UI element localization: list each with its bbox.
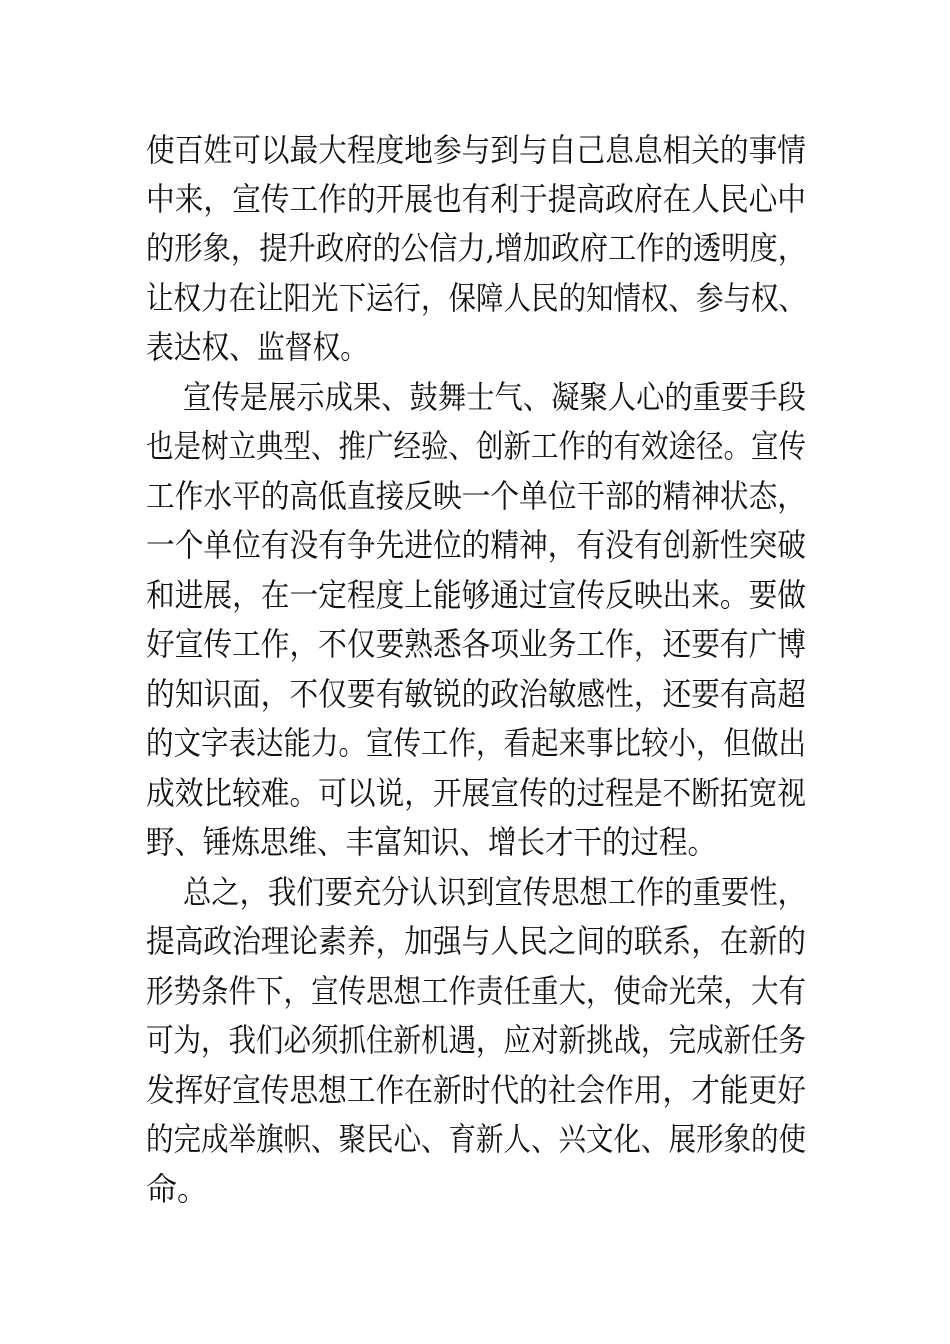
text-line: 也是树立典型、推广经验、创新工作的有效途径。宣传: [146, 427, 807, 465]
text-line: 让权力在让阳光下运行，保障人民的知情权、参与权、: [146, 279, 807, 317]
text-line: 表达权、监督权。: [146, 328, 369, 366]
text-line: 总之，我们要充分认识到宣传思想工作的重要性，: [183, 873, 807, 911]
text-line: 成效比较难。可以说，开展宣传的过程是不断拓宽视: [146, 774, 807, 812]
text-line: 的完成举旗帜、聚民心、育新人、兴文化、展形象的使: [146, 1120, 807, 1158]
text-line: 形势条件下，宣传思想工作责任重大，使命光荣，大有: [146, 972, 807, 1010]
text-line: 和进展，在一定程度上能够通过宣传反映出来。要做: [146, 576, 807, 614]
text-line: 使百姓可以最大程度地参与到与自己息息相关的事情: [146, 131, 807, 169]
text-line: 工作水平的高低直接反映一个单位干部的精神状态，: [146, 477, 807, 515]
text-line: 可为，我们必须抓住新机遇，应对新挑战，完成新任务: [146, 1021, 807, 1059]
text-line: 的知识面，不仅要有敏锐的政治敏感性，还要有高超: [146, 675, 807, 713]
text-line: 命。: [146, 1170, 209, 1208]
text-line: 一个单位有没有争先进位的精神，有没有创新性突破: [146, 526, 807, 564]
text-line: 野、锤炼思维、丰富知识、增长才干的过程。: [146, 823, 717, 861]
text-line: 发挥好宣传思想工作在新时代的社会作用，才能更好: [146, 1071, 807, 1109]
text-line: 的形象，提升政府的公信力,增加政府工作的透明度，: [146, 229, 807, 267]
text-line: 好宣传工作，不仅要熟悉各项业务工作，还要有广博: [146, 625, 807, 663]
text-line: 提高政治理论素养，加强与人民之间的联系，在新的: [146, 922, 807, 960]
text-line: 中来，宣传工作的开展也有利于提高政府在人民心中: [146, 180, 807, 218]
text-line: 宣传是展示成果、鼓舞士气、凝聚人心的重要手段: [183, 378, 807, 416]
text-line: 的文字表达能力。宣传工作，看起来事比较小，但做出: [146, 724, 807, 762]
